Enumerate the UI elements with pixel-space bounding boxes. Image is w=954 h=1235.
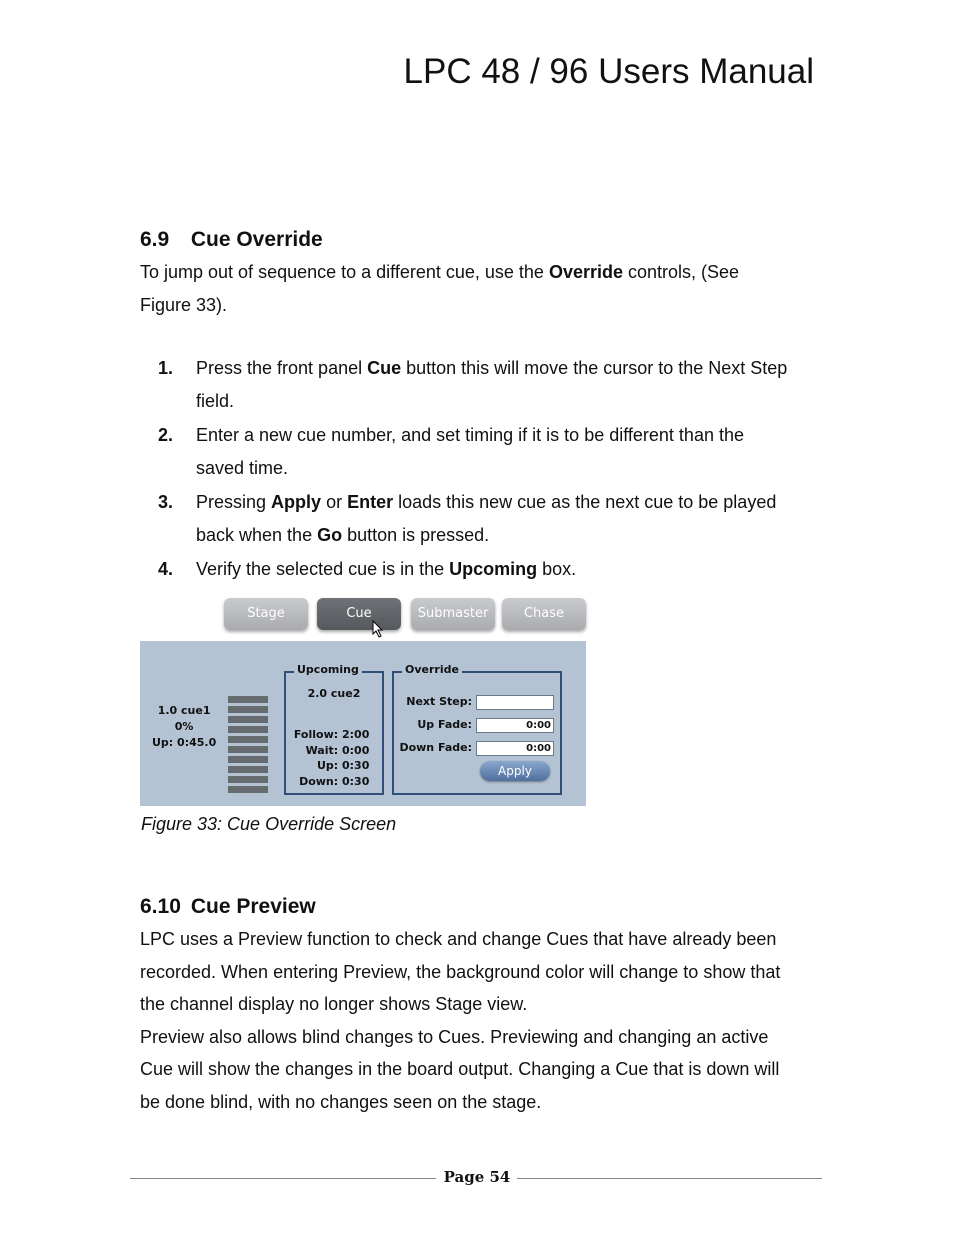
section-number: 6.10 — [140, 895, 181, 918]
up-fade-field[interactable]: 0:00 — [476, 718, 554, 733]
tab-bar — [224, 598, 586, 632]
page-number: Page 54 — [443, 1168, 511, 1186]
timing-label: Up: — [316, 759, 339, 772]
step-text: box. — [537, 559, 577, 579]
figure-caption: Figure 33: Cue Override Screen — [141, 814, 397, 834]
meter-segment — [228, 746, 268, 753]
current-cue-label: 1.0 cue1 — [157, 704, 211, 717]
current-cue-percent: 0% — [174, 720, 194, 733]
current-cue-up-time: Up: 0:45.0 — [152, 736, 217, 749]
step-line — [196, 486, 820, 519]
meter-segment — [228, 736, 268, 743]
upcoming-title: Upcoming — [294, 663, 362, 676]
intro-text-tail: controls, (See — [622, 262, 740, 282]
body-line: the channel display no longer shows Stage view. — [140, 994, 528, 1014]
step-line — [196, 553, 820, 586]
step-line — [196, 519, 820, 552]
intro-line-1 — [140, 256, 820, 289]
up-fade-label: Up Fade: — [417, 718, 472, 731]
meter-segment — [228, 726, 268, 733]
step-number: 4. — [158, 559, 174, 579]
section2-body — [140, 923, 820, 1118]
body-line: Preview also allows blind changes to Cues. Previewing and changing an active — [140, 1026, 769, 1047]
step-bold: Cue — [367, 358, 402, 378]
section-heading-cue-override — [140, 228, 323, 252]
section-title: Cue Preview — [190, 895, 316, 918]
timing-value: 0:30 — [342, 759, 370, 772]
next-step-label: Next Step: — [406, 695, 472, 708]
meter-segment — [228, 776, 268, 783]
cue-panel — [140, 641, 586, 806]
step-number: 2. — [158, 425, 174, 445]
meter-segment — [228, 696, 268, 703]
tab-submaster[interactable]: Submaster — [411, 598, 495, 630]
intro-bold: Override — [548, 262, 623, 282]
tab-cue[interactable]: Cue — [317, 598, 401, 630]
meter-segment — [228, 766, 268, 773]
intro-text: To jump out of sequence to a different cue, use the — [140, 262, 549, 282]
apply-button[interactable]: Apply — [480, 761, 550, 781]
step-text: or — [321, 492, 348, 512]
body-line: LPC uses a Preview function to check and change Cues that have already been — [140, 929, 777, 949]
cursor-arrow-icon — [372, 620, 384, 638]
step-text: Verify the selected cue is in the — [196, 559, 450, 579]
document-title: LPC 48 / 96 Users Manual — [403, 52, 814, 91]
timing-label: Follow: — [293, 728, 339, 741]
body-line: recorded. When entering Preview, the background color will change to show that — [140, 961, 781, 982]
step-number: 1. — [158, 358, 174, 378]
list-item — [140, 352, 820, 417]
step-text: Press the front panel — [196, 358, 368, 378]
timing-value: 0:00 — [342, 743, 370, 757]
upcoming-box — [284, 663, 384, 795]
intro-line-2: Figure 33). — [140, 294, 228, 315]
timing-label: Down: — [299, 774, 339, 788]
body-line: be done blind, with no changes seen on the stage. — [140, 1091, 542, 1112]
upcoming-timings — [286, 727, 368, 789]
step-text: Pressing — [196, 492, 272, 512]
section-title: Cue Override — [190, 228, 323, 251]
step-line: saved time. — [196, 457, 289, 478]
step-bold: Enter — [347, 492, 394, 512]
steps-list — [140, 352, 820, 588]
override-title: Override — [402, 663, 462, 676]
step-line: Enter a new cue number, and set timing if it is to be different than the — [196, 425, 744, 445]
timing-value: 0:30 — [342, 774, 370, 788]
list-item — [140, 486, 820, 551]
upcoming-row — [286, 758, 368, 774]
cue-override-figure — [140, 596, 586, 806]
step-bold: Go — [317, 524, 343, 545]
step-text: button is pressed. — [342, 524, 490, 545]
meter-segment — [228, 716, 268, 723]
list-item — [140, 553, 820, 586]
step-bold: Apply — [271, 492, 322, 512]
section-heading-cue-preview — [140, 895, 316, 919]
tab-stage[interactable]: Stage — [224, 598, 308, 630]
upcoming-row — [286, 774, 368, 790]
next-step-field[interactable] — [476, 695, 554, 710]
upcoming-cue: 2.0 cue2 — [307, 687, 361, 700]
step-line — [196, 352, 820, 385]
meter-segment — [228, 786, 268, 793]
down-fade-field[interactable]: 0:00 — [476, 741, 554, 756]
step-text: button this will move the cursor to the Next Step — [401, 358, 788, 378]
tab-chase[interactable]: Chase — [502, 598, 586, 630]
body-line: Cue will show the changes in the board output. Changing a Cue that is down will — [140, 1059, 780, 1079]
list-item — [140, 419, 820, 484]
down-fade-label: Down Fade: — [399, 741, 472, 754]
current-cue-info — [152, 703, 216, 751]
step-text: loads this new cue as the next cue to be played — [393, 492, 777, 512]
level-meter — [228, 696, 268, 796]
step-bold: Upcoming — [449, 559, 538, 579]
section1-intro — [140, 256, 820, 321]
step-line: field. — [196, 390, 235, 411]
section-number: 6.9 — [140, 228, 170, 251]
upcoming-row — [286, 727, 368, 743]
timing-value: 2:00 — [342, 728, 370, 741]
step-number: 3. — [158, 492, 174, 512]
timing-label: Wait: — [305, 743, 339, 757]
meter-segment — [228, 756, 268, 763]
step-text: back when the — [196, 524, 318, 545]
upcoming-row — [286, 743, 368, 759]
meter-segment — [228, 706, 268, 713]
